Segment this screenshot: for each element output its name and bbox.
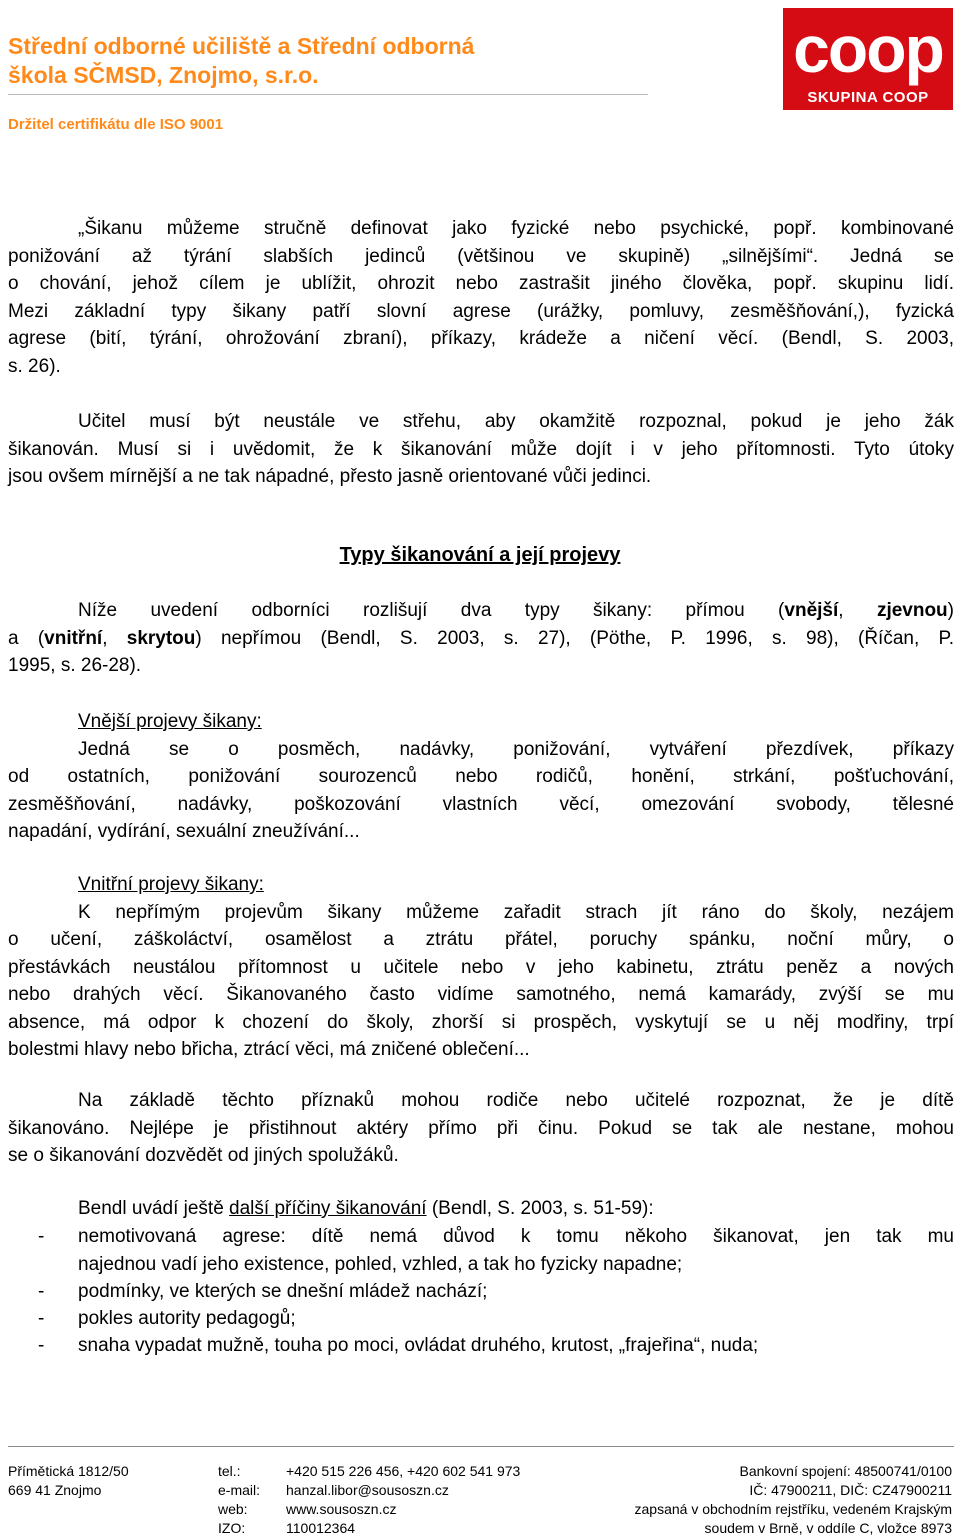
text-line: „Šikanu můžeme stručně definovat jako fyzické nebo psychické, popř. kombinované — [78, 218, 954, 239]
footer-registry-line2: soudem v Brně, v oddíle C, vložce 8973 — [704, 1520, 952, 1536]
text-line: šikanován. Musí si i uvědomit, že k šikanování může dojít i v jeho přítomnosti. Tyto útoky — [8, 438, 954, 460]
footer-divider — [8, 1446, 954, 1447]
text-line: K nepřímým projevům šikany můžeme zařadit strach jít ráno do školy, nezájem — [78, 901, 954, 923]
text-line: agrese (bití, týrání, ohrožování zbraní), příkazy, krádeže a ničení věcí. (Bendl, S. 2003, — [8, 328, 954, 349]
footer-ic: IČ: 47900211, DIČ: CZ47900211 — [749, 1482, 952, 1498]
text-line: jsou ovšem mírnější a ne tak nápadné, přesto jasně orientované vůči jedinci. — [8, 466, 652, 487]
coop-logo — [783, 8, 953, 110]
footer-contact-labels: tel.: e-mail: web: IZO: — [218, 1463, 261, 1536]
dash-marker: - — [38, 1281, 45, 1302]
paragraph-teacher — [8, 408, 954, 491]
footer-company — [635, 1462, 952, 1538]
list-item-text: nemotivovaná agrese: dítě nemá důvod k tomu někoho šikanovat, jen tak mu — [78, 1226, 954, 1247]
footer-email-link[interactable]: hanzal.libor@sousoszn.cz — [286, 1482, 449, 1498]
causes-intro-underlined: další příčiny šikanování — [229, 1198, 427, 1219]
text-line: absence, má odpor k chození do školy, zhorší si prospěch, vyskytují se u něj modřiny, trpí — [8, 1011, 954, 1033]
list-item — [8, 1223, 954, 1278]
text-line: od ostatních, ponižování sourozenců nebo rodičů, honění, strkání, pošťuchování, — [8, 766, 954, 787]
footer-bank: Bankovní spojení: 48500741/0100 — [739, 1463, 952, 1479]
list-item-text: snaha vypadat mužně, touha po moci, ovládat druhého, krutost, „frajeřina“, nuda; — [78, 1335, 759, 1356]
text-line: ponižování až týrání slabších jedinců (většinou ve skupině) „silnějšími“. Jedná se — [8, 245, 954, 267]
coop-logo-word: coop — [793, 12, 943, 86]
text-line: přestávkách neustálou přítomnost u učitele nebo v jeho kabinetu, ztrátu peněz a nových — [8, 956, 954, 978]
text-line: 1995, s. 26-28). — [8, 655, 142, 676]
paragraph-recognition — [8, 1087, 954, 1170]
text-line: Učitel musí být neustále ve střehu, aby okamžitě rozpoznal, pokud je jeho žák — [78, 411, 954, 432]
footer-address: Přímětická 1812/50 669 41 Znojmo — [8, 1463, 129, 1498]
dash-marker: - — [38, 1308, 45, 1329]
text-line: o učení, záškoláctví, osamělost a ztrátu přátel, poruchy spánku, noční můry, o — [8, 929, 954, 950]
section-heading: Typy šikanování a její projevy — [339, 544, 621, 566]
school-name-line2: škola SČMSD, Znojmo, s.r.o. — [8, 62, 319, 88]
text-line: s. 26). — [8, 355, 61, 377]
text-line: zesměšňování, nadávky, poškozování vlastních věcí, omezování svobody, tělesné — [8, 793, 954, 815]
text-line: Níže uvedení odborníci rozlišují dva typy šikany: přímou (vnější, zjevnou) — [78, 600, 954, 621]
text-line: šikanováno. Nejlépe je přistihnout aktéry přímo při činu. Pokud se tak ale nestane, mohou — [8, 1117, 954, 1139]
text-line: Mezi základní typy šikany patří slovní agrese (urážky, pomluvy, zesměšňování,), fyzická — [8, 300, 954, 322]
text-line: se o šikanování dozvědět od jiných spolužáků. — [8, 1145, 399, 1166]
text-line: a (vnitřní, skrytou) nepřímou (Bendl, S. 2003, s. 27), (Pöthe, P. 1996, s. 98), (Říčan, P. — [8, 627, 954, 649]
causes-intro: Bendl uvádí ještě další příčiny šikanování (Bendl, S. 2003, s. 51-59): — [78, 1198, 654, 1219]
text-line: Jedná se o posměch, nadávky, ponižování, vytváření přezdívek, příkazy — [78, 738, 954, 760]
footer-web-link[interactable]: www.sousoszn.cz — [286, 1501, 397, 1517]
dash-marker: - — [38, 1335, 45, 1356]
school-name — [8, 32, 474, 90]
coop-logo-subtitle: SKUPINA COOP — [807, 89, 929, 106]
list-item — [8, 1332, 954, 1360]
dash-marker: - — [38, 1226, 45, 1247]
list-item — [8, 1305, 954, 1333]
paragraph-types — [8, 597, 954, 680]
iso-certificate: Držitel certifikátu dle ISO 9001 — [8, 116, 224, 133]
school-name-line1: Střední odborné učiliště a Střední odborná — [8, 33, 475, 59]
internal-signs — [8, 871, 954, 1064]
list-item-text: najednou vadí jeho existence, pohled, vzhled, a tak ho fyzicky napadne; — [78, 1253, 683, 1275]
footer-izo: 110012364 — [286, 1520, 356, 1536]
text-line: bolestmi hlavy nebo břicha, ztrácí věci, má zničené oblečení... — [8, 1039, 530, 1060]
text-line: napadání, vydírání, sexuální zneužívání... — [8, 821, 360, 842]
external-signs — [8, 708, 954, 846]
list-item — [8, 1278, 954, 1306]
internal-signs-title: Vnitřní projevy šikany: — [78, 874, 264, 895]
list-item-text: podmínky, ve kterých se dnešní mládež nachází; — [78, 1281, 488, 1302]
text-line: Na základě těchto příznaků mohou rodiče nebo učitelé rozpoznat, že je dítě — [78, 1090, 954, 1111]
paragraph-definition — [8, 215, 954, 380]
footer-contact-values — [286, 1462, 520, 1538]
list-item-text: pokles autority pedagogů; — [78, 1308, 296, 1329]
text-line: nebo drahých věcí. Šikanovaného často vidíme samotného, nemá kamarády, zvýší se mu — [8, 984, 954, 1005]
text-line: o chování, jehož cílem je ublížit, ohrozit nebo zastrašit jiného člověka, popř. skupinu lidí. — [8, 273, 954, 294]
footer-phone: +420 515 226 456, +420 602 541 973 — [286, 1463, 521, 1479]
external-signs-title: Vnější projevy šikany: — [78, 711, 262, 732]
footer-registry-line1: zapsaná v obchodním rejstříku, vedeném Krajským — [634, 1501, 952, 1517]
header-divider — [8, 94, 648, 95]
